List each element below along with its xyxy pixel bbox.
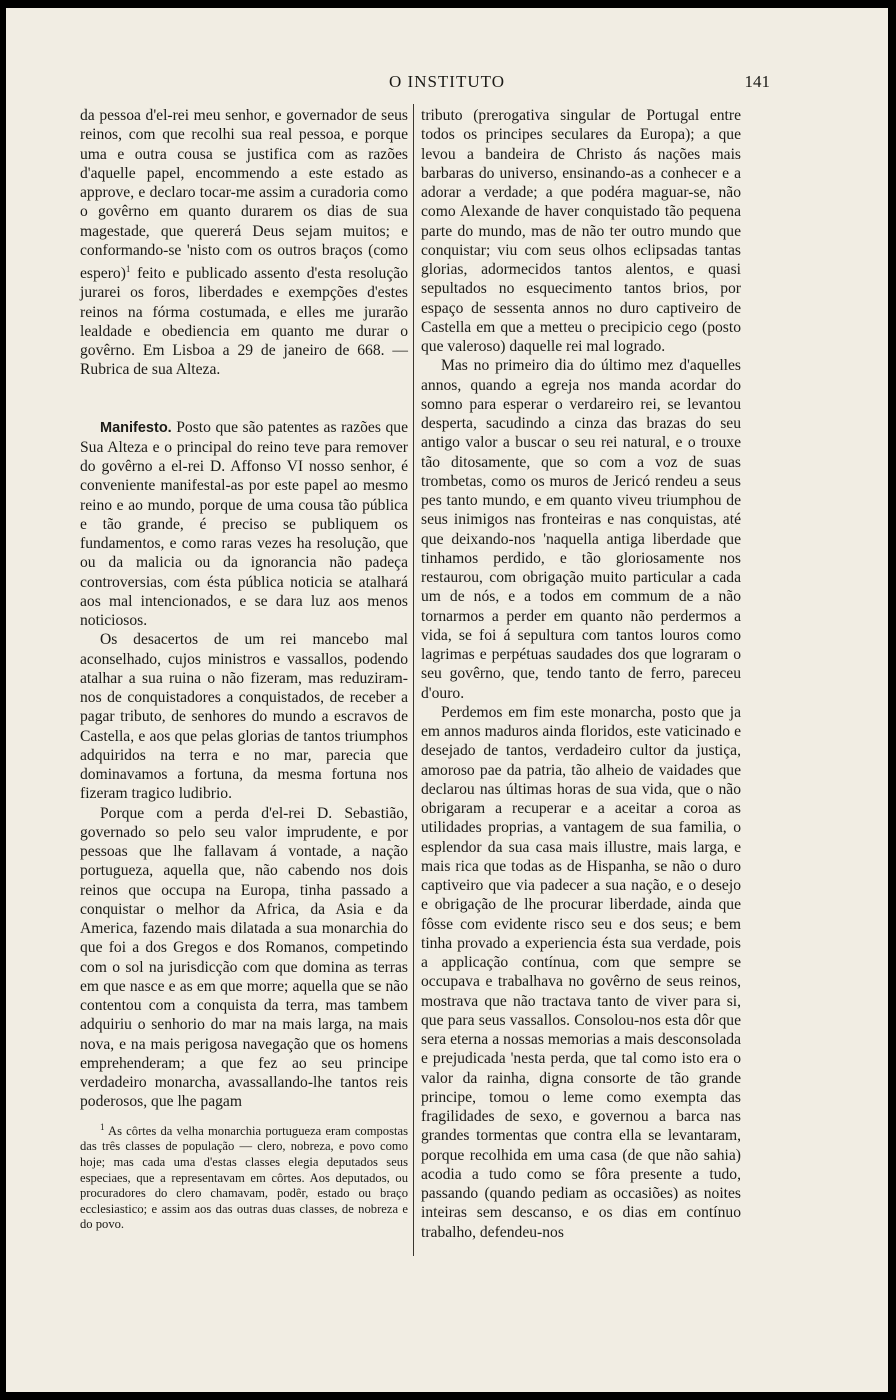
manifesto-paragraph: Manifesto. Posto que são patentes as razões que Sua Alteza e o principal do reino teve para remover do govêrno a el-rei D. Affonso VI nosso senhor, é conveniente manifestal-as por este papel ao mesmo reino e ao mundo, porque de uma cousa tão pública e tão grande, é preciso se publiquem os fundamentos, e como raras vezes ha resolução, que ou da malicia ou da ignorancia não padeça controversias, com ésta pública noticia se atalhará aos mal intencionados, e se dara luz aos menos noticiosos. bbox=[80, 418, 408, 630]
left-paragraph-3: Os desacertos de um rei mancebo mal aconselhado, cujos ministros e vassallos, podendo atalhar a sua ruina o não fizeram, mas reduziram-nos de conquistadores a conquistados, de receber a pagar tributo, de senhores do mundo a escravos de Castella, e aos que pelas glorias de tantos triumphos adquiridos na terra e no mar, parecia que dominavamos a fortuna, da mesma fortuna nos fizeram tragico ludibrio. bbox=[80, 631, 408, 803]
left-paragraph-4: Porque com a perda d'el-rei D. Sebastião, governado so pelo seu valor imprudente, e por pessoas que lhe fallavam á vontade, a nação portugueza, aquella que, não cabendo nos dois reinos que occupa na Europa, tinha passado a conquistar o melhor da Africa, da Asia e da America, fazendo mais dilatada a sua monarchia do que foi a dos Gregos e dos Romanos, competindo com o sol na jurisdicção com que domina as terras em que nasce e as em que morre; aquella que se não contentou com a conquista da terra, mas tambem adquiriu o senhorio do mar na mais larga, na mais nova, e na mais perigosa navegação que os homens emprehenderam; a que fez ao seu principe verdadeiro monarcha, avassallando-lhe tantos reis poderosos, que lhe pagam bbox=[80, 804, 408, 1111]
footnote-number: 1 bbox=[100, 1121, 105, 1132]
page-number: 141 bbox=[744, 72, 770, 91]
page bbox=[6, 8, 888, 1392]
running-header bbox=[6, 72, 888, 96]
right-paragraph-1: tributo (prerogativa singular de Portugal entre todos os principes seculares da Europa); a que levou a bandeira de Christo ás nações mais barbaras do universo, ensinando-as a conhecer e a adorar a verdade; a que podéra maguar-se, não como Alexande de haver conquistado tão pequena parte do mundo, mas de não ter outro mundo que conquistar; viu com seus olhos eclipsadas tantas glorias, adormecidos tantos alentos, e quasi sepultados no esquecimento tantos brios, por espaço de sessenta annos no duro captiveiro de Castella em que a metteu o precipicio cego (posto que valeroso) daquelle rei mal logrado. bbox=[421, 107, 741, 355]
column-divider bbox=[413, 104, 414, 1256]
left-paragraph-1: da pessoa d'el-rei meu senhor, e governador de seus reinos, com que recolhi sua real pessoa, e porque uma e outra cousa se justifica com as razões d'aquelle papel, encommendo a este estado as approve, e declaro tocar-me assim a curadoria como o govêrno em quanto durarem os dias de sua magestade, que quererá Deus sejam muitos; e conformando-se 'nisto com os outros braços (como espero)$^1$ feito e publicado assento d'esta resolução jurarei os foros, liberdades e exempções d'estes reinos na fórma costumada, e elles me jurarão lealdade e obediencia em quanto me durar o govêrno. Em Lisboa a 29 de janeiro de 668. — Rubrica de sua Alteza. bbox=[80, 107, 408, 379]
footnote: $^1$ As côrtes da velha monarchia portugueza eram compostas das três classes de população — clero, nobreza, e povo como hoje; mas cada uma d'estas classes elegia deputados seus especiaes, que a representavam em côrtes. Aos deputados, ou procuradores do clero chamavam, podêr, estado ou braço ecclesiastico; e assim aos das outras duas classes, de nobreza e do povo. bbox=[80, 1121, 408, 1232]
journal-title: O INSTITUTO bbox=[389, 72, 505, 91]
footnote-marker: 1 bbox=[125, 264, 131, 274]
left-column bbox=[80, 106, 408, 1233]
right-paragraph-2: Mas no primeiro dia do último mez d'aquelles annos, quando a egreja nos manda acordar do somno para esperar o verdareiro rei, se levantou desperta, sacudindo a cinza das brazas do seu antigo valor a buscar o seu rei natural, e o trouxe tão ditosamente, que so com a voz de suas trombetas, como os muros de Jericó rendeu a seus pes tanto mundo, e em quanto viveu triumphou de seus inimigos nas fronteiras e nas conquistas, até que deixando-nos 'naquella antiga liberdade que tinhamos perdido, e tão gloriosamente nos restaurou, com obrigação muito particular a cada um de nós, e a todos em commum de a não tornarmos a perder em quanto não perdermos a vida, se foi á sepultura com tantos louros como lagrimas e perpétuas saudades dos que lograram o seu govêrno, que, tendo tanto de ferro, pareceu d'ouro. bbox=[421, 357, 741, 702]
right-column bbox=[421, 106, 741, 1242]
right-paragraph-3: Perdemos em fim este monarcha, posto que ja em annos maduros ainda floridos, este vaticinado e desejado de tantos, verdadeiro cultor da justiça, amoroso pae da patria, tão alheio de vaidades que declarou nas últimas horas de sua vida, que o não obrigaram a recuperar e a aceitar a coroa as utilidades proprias, a vantagem de sua familia, o esplendor da sua casa mais illustre, mais larga, e mais rica que todas as de Hispanha, se não o duro captiveiro que via padecer a sua nação, e o desejo e obrigação de lhe procurar liberdade, ainda que fôsse com evidente risco seu e dos seus; e bem tinha provado a experiencia ésta sua verdade, pois a applicação contínua, com que sempre se occupava e trabalhava no govêrno de seus reinos, mostrava que não tractava tanto de viver para si, que para seus vassallos. Consolou-nos esta dôr que sera eterna a nossas memorias a mais desconsolada e prejudicada 'nesta perda, que tal como isto era o valor da rainha, digna consorte de tão grande principe, tomou o leme como exempta das fragilidades de sexo, e governou a barca nas grandes tormentas que contra ella se levantaram, porque recolhida em uma casa (de que não sahia) acodia a tudo como se fôra presente a tudo, passando (quando pediam as occasiões) as noites inteiras sem descanso, e os dias em contínuo trabalho, defendeu-nos bbox=[421, 703, 741, 1241]
manifesto-heading: Manifesto. bbox=[100, 419, 172, 436]
